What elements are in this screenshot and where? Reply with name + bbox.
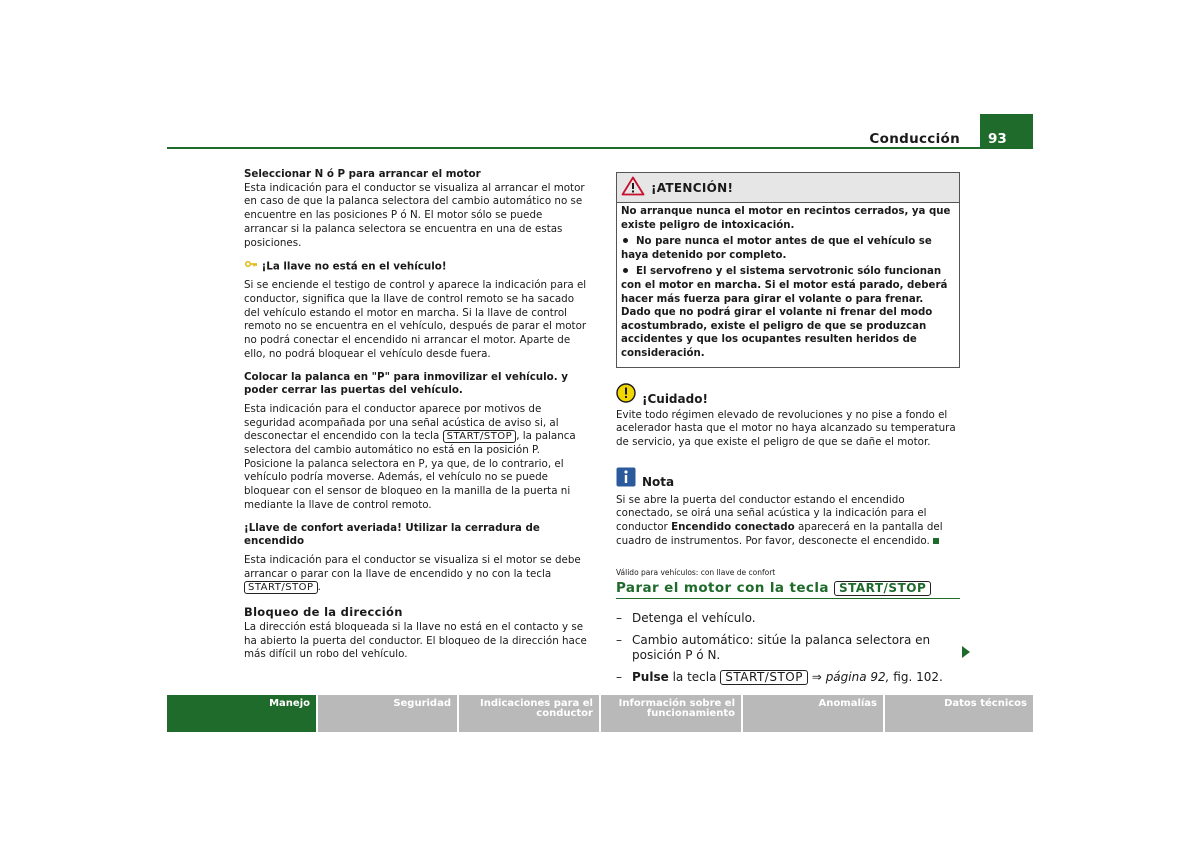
tab-indicaciones[interactable]: Indicaciones para el conductor (459, 695, 599, 732)
list-item: – Pulse la tecla START/STOP ⇒ página 92, fig. 102. (616, 670, 943, 685)
page-reference-link[interactable]: página 92, (825, 670, 890, 685)
caution-title: ¡Cuidado! (642, 391, 708, 406)
warning-bullet: El servofreno y el sistema servotronic sólo funcionan con el motor en marcha. Si el motor está parado, deberá hacer más fuerza para girar el volante o para frenar. Dado que no podrá girar el volante ni frenar del modo acostumbrado, existe el peligro de que se produzcan accidentes y que los ocupantes resulten heridos de consideración. (621, 266, 948, 359)
note-header (616, 467, 960, 491)
paragraph-text: Esta indicación para el conductor se visualiza si el motor se debe arrancar o parar con la llave de encendido y no con la tecla START/STOP . (244, 553, 581, 594)
end-marker-icon (933, 538, 939, 544)
paragraph-heading: ¡La llave no está en el vehículo! (244, 259, 589, 274)
tab-manejo[interactable]: Manejo (167, 695, 316, 732)
page-header-title: Conducción (869, 131, 960, 147)
subsection-heading: Bloqueo de la dirección (244, 605, 403, 620)
warning-header (617, 173, 959, 203)
header-rule (167, 147, 980, 149)
tab-anomalias[interactable]: Anomalías (743, 695, 883, 732)
caution-icon (616, 383, 636, 407)
paragraph-heading: Colocar la palanca en "P" para inmovilizar el vehículo. y poder cerrar las puertas del vehículo. (244, 370, 568, 397)
warning-bullet: No pare nunca el motor antes de que el vehículo se haya detenido por completo. (621, 236, 932, 261)
continue-arrow-icon (962, 646, 970, 658)
validity-note: Válido para vehículos: con llave de confort (616, 568, 776, 578)
bullet-icon (623, 268, 628, 273)
bullet-icon (623, 238, 628, 243)
key-icon (244, 259, 258, 274)
right-column (616, 172, 960, 692)
section-title: Parar el motor con la tecla START/STOP (616, 580, 960, 599)
tab-seguridad[interactable]: Seguridad (318, 695, 457, 732)
start-stop-key: START/STOP (834, 581, 931, 596)
info-icon (616, 467, 636, 491)
warning-body (617, 203, 959, 367)
note-title: Nota (642, 474, 675, 489)
tab-informacion[interactable]: Información sobre el funcionamiento (601, 695, 741, 732)
note-block (616, 467, 960, 549)
paragraph-heading: Seleccionar N ó P para arrancar el motor (244, 168, 481, 180)
warning-box (616, 172, 960, 368)
list-item: – Cambio automático: sitúe la palanca selectora en posición P ó N. (616, 633, 931, 663)
paragraph-text: La dirección está bloqueada si la llave no está en el contacto y se ha abierto la puerta del conductor. El bloqueo de la dirección hace más difícil un robo del vehículo. (244, 621, 587, 661)
paragraph-text: Esta indicación para el conductor aparece por motivos de seguridad acompañada por una señal acústica de aviso si, al desconectar el encendido con la tecla START/STOP , la palanca selectora del cambio automático no está en la posición P. Posicione la palanca selectora en P, ya que, de lo contrario, el vehículo podría moverse. Además, el vehículo no se puede bloquear con el sensor de bloqueo en la manilla de la puerta ni mediante la llave de control remoto. (244, 402, 576, 511)
warning-triangle-icon (621, 176, 645, 200)
list-item: – Detenga el vehículo. (616, 611, 756, 626)
start-stop-key: START/STOP (443, 430, 517, 443)
paragraph-text: Si se enciende el testigo de control y aparece la indicación para el conductor, significa que la llave de control remoto se ha sacado del vehículo estando el motor en marcha. Si la llave de control remoto no se encuentra en el vehículo, después de parar el motor no podrá conectar el encendido ni arrancar el motor. Aparte de ello, no podrá bloquear el vehículo desde fuera. (244, 279, 587, 360)
note-text: Si se abre la puerta del conductor estando el encendido conectado, se oirá una señal acústica y la indicación para el conductor Encendido conectado aparecerá en la pantalla del cuadro de instrumentos. Por favor, desconecte el encendido. (616, 493, 943, 547)
start-stop-key: START/STOP (244, 581, 318, 594)
paragraph-text: Esta indicación para el conductor se visualiza al arrancar el motor en caso de que la palanca selectora del cambio automático no se encuentre en las posiciones P ó N. El motor sólo se puede arrancar si la palanca selectora se encuentra en una de estas posiciones. (244, 181, 585, 249)
steps-list (616, 611, 960, 685)
footer-tabs (167, 695, 1033, 732)
tab-datos-tecnicos[interactable]: Datos técnicos (885, 695, 1033, 732)
caution-block (616, 383, 960, 450)
start-stop-key: START/STOP (720, 670, 808, 685)
paragraph-heading: ¡Llave de confort averiada! Utilizar la cerradura de encendido (244, 521, 540, 548)
caution-text: Evite todo régimen elevado de revoluciones y no pise a fondo el acelerador hasta que el motor no haya alcanzado su temperatura de servicio, ya que existe el peligro de que se dañe el motor. (616, 408, 956, 448)
page-number: 93 (980, 114, 1033, 149)
left-column (244, 168, 589, 662)
warning-title: ¡ATENCIÓN! (651, 180, 734, 195)
warning-text: No arranque nunca el motor en recintos cerrados, ya que existe peligro de intoxicación. (621, 206, 951, 231)
caution-header (616, 383, 960, 407)
